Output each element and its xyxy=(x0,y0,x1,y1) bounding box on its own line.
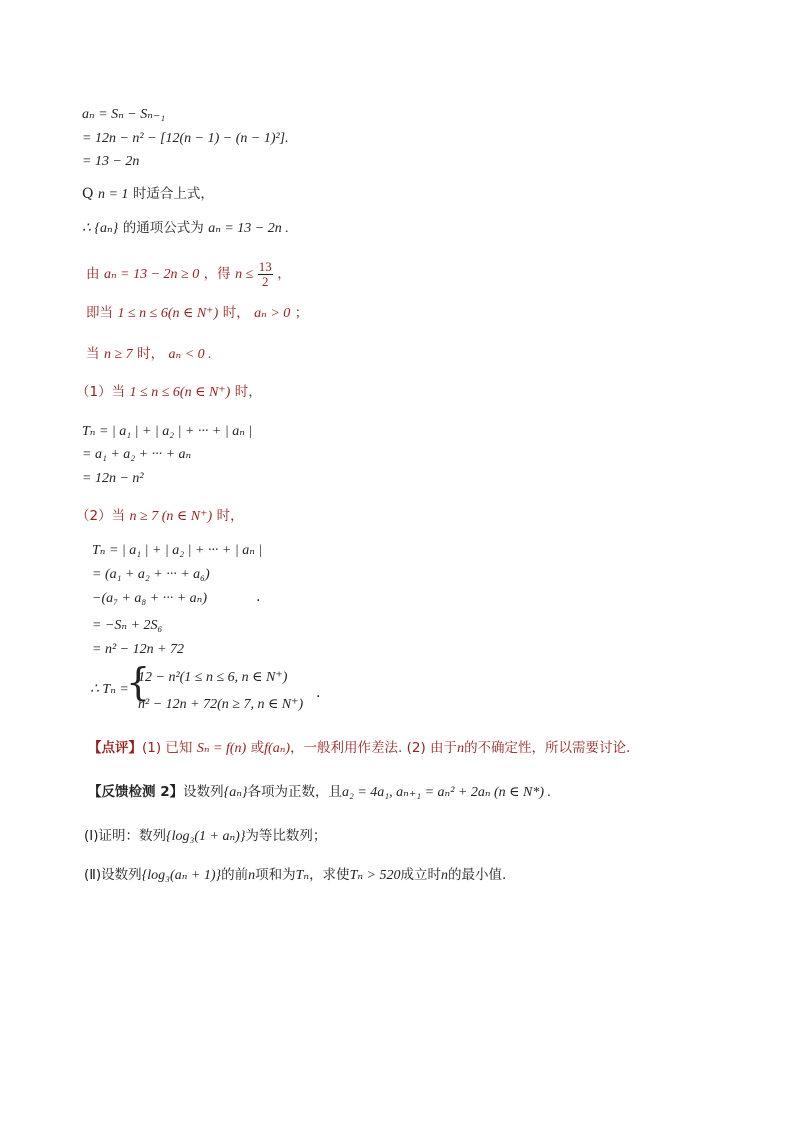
case2-heading xyxy=(76,507,244,526)
text-general-term: 的通项公式为 xyxy=(122,220,204,236)
math-an-negative: aₙ < 0 . xyxy=(168,347,212,362)
math-case1-range: 1 ≤ n ≤ 6(n ∈ N⁺) xyxy=(129,385,231,400)
text-you: 由 xyxy=(86,266,100,282)
case1-heading xyxy=(76,383,262,402)
piecewise-case-bottom: n² − 12n + 72(n ≥ 7, n ∈ N⁺) xyxy=(138,697,304,712)
general-term-line xyxy=(82,219,289,238)
feedback-tag: 【反馈检测 2】 xyxy=(88,784,184,800)
comment-math-n: n xyxy=(457,741,465,756)
comment-text-3: 的不确定性，所以需要讨论. xyxy=(464,740,631,756)
text-case2-when: （2）当 xyxy=(76,508,126,524)
comment-line xyxy=(88,739,630,758)
feedback-text-2: 各项为正数，且 xyxy=(247,784,342,800)
math-n-geq-7: n ≥ 7 xyxy=(103,347,133,362)
math-n-leq: n ≤ xyxy=(235,267,254,282)
piecewise-brace: { xyxy=(126,660,151,704)
piecewise-case-top: 12 − n²(1 ≤ n ≤ 6, n ∈ N⁺) xyxy=(138,670,288,685)
case1-eq-sum: = a₁ + a₂ + ··· + aₙ xyxy=(82,447,192,462)
text-semicolon: ； xyxy=(294,305,309,321)
eq-an-def: aₙ = Sₙ − Sₙ₋₁ xyxy=(82,107,166,122)
math-range-1-6: 1 ≤ n ≤ 6(n ∈ N⁺) xyxy=(117,306,219,321)
math-therefore-an: ∴ {aₙ} xyxy=(82,221,119,236)
q2-text-1: (Ⅱ)设数列 xyxy=(84,867,142,883)
q1-text-1: (Ⅰ)证明：数列 xyxy=(84,828,167,844)
q2-text-3: 项和为 xyxy=(255,867,296,883)
case2-eq-first-six: = (a₁ + a₂ + ··· + a₆) xyxy=(92,567,210,582)
nonneg-condition-line xyxy=(86,258,291,291)
question-1 xyxy=(84,827,326,846)
feedback-line xyxy=(88,783,551,802)
eq-an-expand: = 12n − n² − [12(n − 1) − (n − 1)²]. xyxy=(82,131,289,146)
text-when: 即当 xyxy=(86,305,113,321)
q2-math-ineq: Tₙ > 520 xyxy=(349,868,401,883)
text-time: 时， xyxy=(216,508,244,524)
case1-eq-tn: Tₙ = | a₁ | + | a₂ | + ··· + | aₙ | xyxy=(82,424,253,439)
math-an-positive: aₙ > 0 xyxy=(254,306,291,321)
text-comma: ， xyxy=(277,266,291,282)
therefore-symbol: Q xyxy=(82,186,94,202)
text-time: 时， xyxy=(137,346,165,362)
q2-text-6: 的最小值. xyxy=(447,867,507,883)
comment-text-2: ，一般利用作差法. (2) 由于 xyxy=(290,740,458,756)
math-case2-range: n ≥ 7 (n ∈ N⁺) xyxy=(129,509,213,524)
case2-eq-sn: = −Sₙ + 2S₆ xyxy=(92,618,163,633)
question-2 xyxy=(84,866,506,885)
text-time: 时， xyxy=(222,305,250,321)
comment-tag: 【点评】 xyxy=(88,740,142,756)
feedback-math-seq: {aₙ} xyxy=(223,785,248,800)
feedback-math-recurrence: a₂ = 4a₁, aₙ₊₁ = aₙ² + 2aₙ (n ∈ N*) . xyxy=(341,785,552,800)
check-n1-line xyxy=(82,185,214,204)
q2-math-tn: Tₙ xyxy=(295,868,310,883)
fraction-numerator: 13 xyxy=(258,258,272,274)
math-an-formula: aₙ = 13 − 2n . xyxy=(208,221,289,236)
piecewise-dot: . xyxy=(316,685,321,701)
case1-eq-result: = 12n − n² xyxy=(82,471,144,486)
fraction-denominator: 2 xyxy=(262,273,269,289)
negative-range-line xyxy=(86,345,212,364)
q2-math-n: n xyxy=(248,868,256,883)
comment-math-fan: f(aₙ) xyxy=(264,741,291,756)
positive-range-line xyxy=(86,304,308,323)
math-n-eq-1: n = 1 xyxy=(97,187,129,202)
case2-eq-tn: Tₙ = | a₁ | + | a₂ | + ··· + | aₙ | xyxy=(92,543,263,558)
comment-text-or: 或 xyxy=(250,740,265,756)
eq-an-result: = 13 − 2n xyxy=(82,154,140,169)
comment-math-sn: Sₙ = f(n) xyxy=(196,741,247,756)
q2-math-log: {log₃(aₙ + 1)} xyxy=(141,868,222,883)
q2-text-5: 成立时 xyxy=(400,867,441,883)
math-an-geq-0: aₙ = 13 − 2n ≥ 0 xyxy=(103,267,200,282)
q2-text-2: 的前 xyxy=(221,867,249,883)
piecewise-lhs: ∴ Tₙ = xyxy=(90,682,129,697)
case2-eq-rest: −(a₇ + a₈ + ··· + aₙ) xyxy=(92,591,208,606)
text-time: 时， xyxy=(234,384,262,400)
text-fits-formula: 时适合上式， xyxy=(132,186,214,202)
text-obtain: ，得 xyxy=(203,266,231,282)
q2-text-4: ，求使 xyxy=(309,867,350,883)
case2-stray-dot: . xyxy=(256,589,261,605)
case2-eq-result: = n² − 12n + 72 xyxy=(92,642,185,657)
fraction-13-over-2 xyxy=(258,260,273,289)
text-case1-when: （1）当 xyxy=(76,384,126,400)
feedback-text-1: 设数列 xyxy=(183,784,224,800)
q1-math-log: {log₃(1 + aₙ)} xyxy=(166,829,246,844)
text-when: 当 xyxy=(86,346,100,362)
q2-math-n2: n xyxy=(440,868,448,883)
q1-text-2: 为等比数列； xyxy=(245,828,327,844)
comment-text-1: (1) 已知 xyxy=(142,740,193,756)
